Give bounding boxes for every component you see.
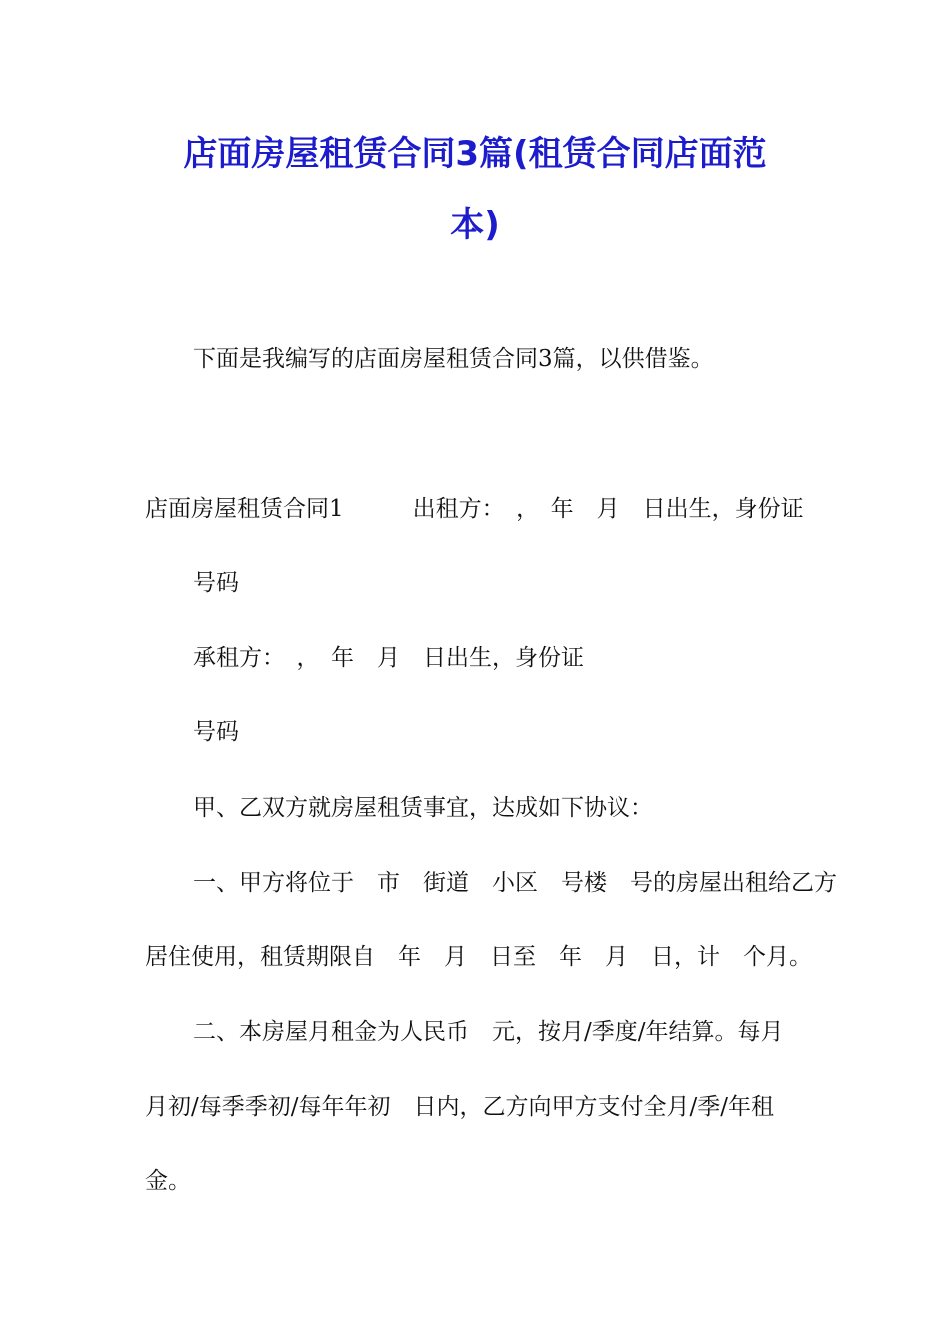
contract-heading-lessor-line: 店面房屋租赁合同1 出租方： ， 年 月 日出生，身份证 bbox=[145, 496, 804, 522]
lessor-id-number-line: 号码 bbox=[193, 570, 239, 596]
clause-2-line-1: 二、本房屋月租金为人民币 元，按月/季度/年结算。每月 bbox=[193, 1019, 784, 1045]
document-title-line-1: 店面房屋租赁合同3篇(租赁合同店面范 bbox=[183, 134, 767, 174]
clause-2-line-3: 金。 bbox=[145, 1168, 191, 1194]
clause-1-line-2: 居住使用，租赁期限自 年 月 日至 年 月 日，计 个月。 bbox=[145, 944, 812, 970]
lessee-line: 承租方： ， 年 月 日出生，身份证 bbox=[193, 645, 584, 671]
clause-1-line-1: 一、甲方将位于 市 街道 小区 号楼 号的房屋出租给乙方 bbox=[193, 870, 837, 896]
lessee-id-number-line: 号码 bbox=[193, 719, 239, 745]
clause-2-line-2: 月初/每季季初/每年年初 日内，乙方向甲方支付全月/季/年租 bbox=[145, 1094, 774, 1120]
document-title-line-2: 本) bbox=[450, 205, 500, 245]
intro-paragraph: 下面是我编写的店面房屋租赁合同3篇，以供借鉴。 bbox=[193, 346, 714, 372]
agreement-intro-line: 甲、乙双方就房屋租赁事宜，达成如下协议： bbox=[193, 795, 653, 821]
